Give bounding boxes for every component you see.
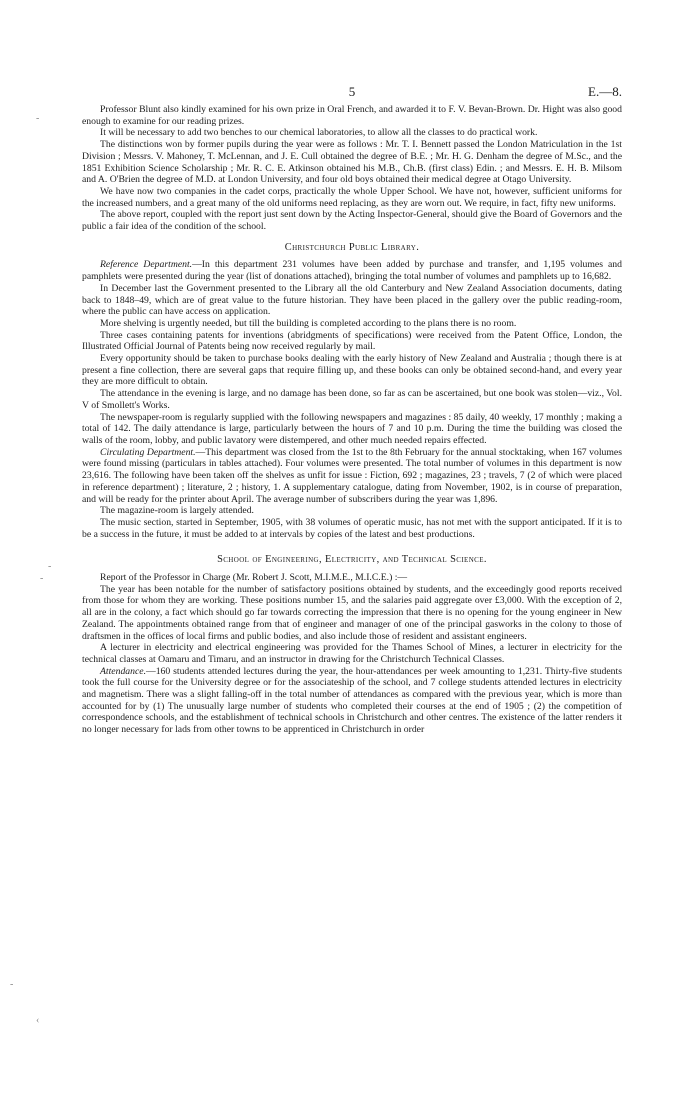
margin-mark: - xyxy=(48,561,52,572)
paragraph: Three cases containing patents for inventions (abridgments of specifications) were received from the Patent Office, London, the Illustrated Official Journal of Patents being now received regularly by mail. xyxy=(82,329,622,353)
margin-mark: - xyxy=(40,573,44,584)
section-library xyxy=(82,242,622,541)
section-heading: Christchurch Public Library. xyxy=(284,241,420,253)
report-code: E.—8. xyxy=(588,84,622,99)
paragraph-lead: Attendance. xyxy=(100,665,146,677)
paragraph: The attendance in the evening is large, and no damage has been done, so far as can be ascertained, but one book was stolen—viz., Vol. V of Smollett's Works. xyxy=(82,388,622,411)
section-engineering xyxy=(82,554,622,736)
paragraph: In December last the Government presented to the Library all the old Canterbury and New Zealand Association documents, dating back to 1848–49, which are of great value to the future historian. They have been placed in the gallery over the public reading-room, where the public can have access on application. xyxy=(82,282,622,318)
margin-mark: - xyxy=(36,113,40,124)
paragraph: The newspaper-room is regularly supplied with the following newspapers and magazines : 85 daily, 40 weekly, 17 monthly ; making a total of 142. The daily attendance is large, particularly between the hours of 7 and 10 p.m. During the time the building was closed the walls of the room, lobby, and public lavatory were distempered, and other much needed repairs effected. xyxy=(82,411,622,446)
paragraph-lead: Circulating Department. xyxy=(100,446,196,458)
paragraph: Every opportunity should be taken to purchase books dealing with the early history of New Zealand and Australia ; though there is at present a fine collection, there are several gaps that require filling up, and these books can only be obtained second-hand, and every year they are more difficult to obtain. xyxy=(82,353,622,388)
page-number: 5 xyxy=(348,84,356,99)
paragraph-text: —160 students attended lectures during the year, the hour-attendances per week amounting to 1,231. Thirty-five students took the full course for the University degree or for the associateship of the school, and 7 college students attended lectures in electricity and magnetism. There was a slight falling-off in the total number of attendances as compared with the previous year, which is more than accounted for by (1) The unusually large number of students who completed their courses at the end of 1905 ; (2) the competition of correspondence schools, and the establishment of technical schools in Christchurch and other centres. The existence of the latter renders it no longer necessary for lads from other towns to be apprenticed in Christchurch in order xyxy=(82,665,622,736)
paragraph: We have now two companies in the cadet corps, practically the whole Upper School. We have not, however, sufficient uniforms for the increased numbers, and a great many of the old uniforms need replacing, as they are worn out. We require, in fact, fifty new uniforms. xyxy=(82,185,622,209)
paragraph: Report of the Professor in Charge (Mr. Robert J. Scott, M.I.M.E., M.I.C.E.) :— xyxy=(100,572,408,584)
paragraph: Professor Blunt also kindly examined for his own prize in Oral French, and awarded it to F. V. Bevan-Brown. Dr. Hight was also good enough to examine for our reading prizes. xyxy=(82,104,622,127)
paragraph xyxy=(82,447,622,506)
margin-mark: - xyxy=(10,979,14,990)
paragraph-lead: Reference Department. xyxy=(100,259,193,271)
document-body xyxy=(82,104,622,736)
paragraph: The distinctions won by former pupils during the year were as follows : Mr. T. I. Bennett passed the London Matriculation in the 1st Division ; Messrs. V. Mahoney, T. McLennan, and J. E. Cull obtained the degree of B.E. ; Mr. H. G. Denham the degree of M.Sc., and the 1851 Exhibition Science Scholarship ; Mr. R. C. E. Atkinson obtained his M.B., Ch.B. (first class) Edin. ; and Messrs. E. H. B. Milsom and A. O'Brien the degree of M.D. at London University, and four old boys obtained their medical degree at Otago University. xyxy=(82,139,622,186)
paragraph: More shelving is urgently needed, but till the building is completed according to the plans there is no room. xyxy=(100,317,517,329)
margin-mark: ‹ xyxy=(36,1015,40,1026)
paragraph: The year has been notable for the number of satisfactory positions obtained by students, and the exceedingly good reports received from those for whom they are working. These positions number 15, and the salaries paid aggregate over £3,000. With the exception of 2, all are in the colony, a fact which should go far towards correcting the impression that there is no opening for the young engineer in New Zealand. The appointments obtained range from that of engineer and manager of one of the principal gasworks in the colony to those of draftsmen in the offices of local firms and public bodies, and also include those of resident and assistant engineers. xyxy=(82,583,622,642)
paragraph-text: —In this department 231 volumes have been added by purchase and transfer, and 1,195 volumes and pamphlets were presented during the year (list of donations attached), bringing the total number of volumes and pamphlets up to 16,682. xyxy=(82,259,622,283)
section-heading: School of Engineering, Electricity, and Technical Science. xyxy=(217,554,487,566)
paragraph: A lecturer in electricity and electrical engineering was provided for the Thames School of Mines, a lecturer in electricity for the technical classes at Oamaru and Timaru, and an instructor in drawing for the Christchurch Technical Classes. xyxy=(82,642,622,665)
paragraph xyxy=(82,666,622,736)
paragraph xyxy=(82,259,622,282)
paragraph: The music section, started in September, 1905, with 38 volumes of operatic music, has not met with the support anticipated. If it is to be a success in the future, it must be added to at intervals by copies of the latest and best productions. xyxy=(82,516,622,540)
paragraph: The above report, coupled with the report just sent down by the Acting Inspector-General, should give the Board of Governors and the public a fair idea of the condition of the school. xyxy=(82,209,622,233)
section-high-school xyxy=(82,104,622,233)
paragraph-text: —This department was closed from the 1st to the 8th February for the annual stocktaking, when 167 volumes were found missing (particulars in tables attached). Four volumes were presented. The total number of volumes in this department is now 23,616. The following have been taken off the shelves as unfit for issue : Fiction, 692 ; magazines, 23 ; travels, 7 (2 of which were placed in reference department) ; literature, 2 ; history, 1. A supplementary catalogue, dating from November, 1902, is in course of preparation, and will be ready for the printer about April. The average number of subscribers during the year was 1,896. xyxy=(82,446,622,505)
paragraph: It will be necessary to add two benches to our chemical laboratories, to allow all the classes to do practical work. xyxy=(100,127,538,139)
page-header xyxy=(82,84,622,102)
paragraph: The magazine-room is largely attended. xyxy=(100,505,254,517)
